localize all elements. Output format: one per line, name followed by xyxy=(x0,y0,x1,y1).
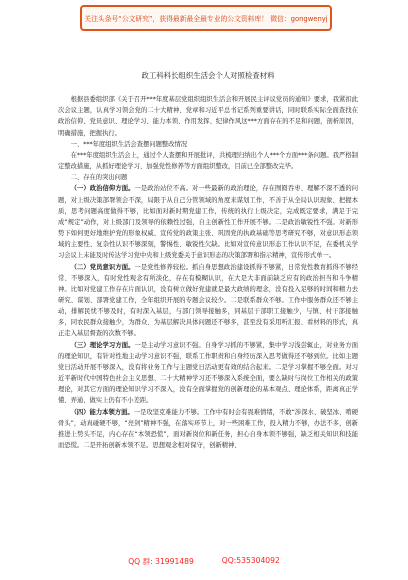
intro-paragraph: 根据县委组织部《关于召开***年度基层党组织组织生活会和开展民主评议党员的通知》要求，我紧扣此次会议主题，认真学习领会党的二十大精神、党章和习近平总书记系列重要讲话，同时联系实际全面查找在政治信仰、党员意识、理论学习、能力本领、作用发挥、纪律作风这***方面存在的不足和问题，剖析原因，明确措施，把握执行。 xyxy=(58,96,358,137)
item-label: （一）政治信仰方面。 xyxy=(70,185,135,193)
promo-banner-text: 关注头条号“公文研究”，获得最新最全最专业的公文资料库！ 微信：gongwenyj xyxy=(84,15,328,23)
item-theory-study xyxy=(58,340,358,407)
document-title: 政工科科长组织生活会个人对照检查材料 xyxy=(141,71,275,80)
item-capability xyxy=(58,407,358,452)
section-1-paragraph: 在***年度组织生活会上，通过个人查摆和开展批评，共梳理归纳出个人***个方面***条问题。我严格制定整改措施，从抓好理论学习、加强党性修养等方面组织整改，目前已全部整改完毕。 xyxy=(58,151,358,171)
item-label: （三）理论学习方面。 xyxy=(70,341,135,349)
qq-group-text: QQ 群: 31991489 xyxy=(128,557,194,566)
item-text: 一是政治站位不高。对一些最新的政治理论，存在囫囵吞枣、理解不深不透的问题，对上级决策部署领会不深，局限于从自己分管领域的角度来谋划工作，不善于从全局认识现象、把握本质，思考问题高度做得不够，比如面对新时期党建工作，传统的执行上级决定，完成既定要求，满足于完成“规定”动作，对上级部门及领导的依赖性过强，自主创新性工作开展不够。二是政治敏锐性不强。对新形势下如何更好地维护党的形象权威、宣传党的政策主张、巩固党的执政基础等思考研究不够，对意识形态领域的主要性、复杂性认识不够深刻，警惕性、敏锐性欠缺。比如对宣传意识形态工作认识不足，在委机关学习会议上未能及时传达学习党中央和上级党委关于意识形态的决策部署和指示精神，宣传形式单一。 xyxy=(58,185,359,260)
item-label: （二）党员意识方面。 xyxy=(70,263,135,271)
item-party-awareness xyxy=(58,262,358,340)
section-heading-1: 一、***年度组织生活会查摆问题整改情况 xyxy=(70,140,188,148)
contact-footer xyxy=(0,556,408,567)
qq-text: QQ:535304092 xyxy=(221,556,280,565)
item-text: 一是主动学习意识不强。自身学习抓的不够紧，集中学习浅尝辄止，对业务方面的理论知识，有针对性地主动学习意识不强，联系工作职责和自身经历深入思考做得还不够到位。比如主题党日活动开展不够深入，没有将业务工作与主题党日活动更有效的结合起来。二是学习掌握不够全面。对习近平新时代中国特色社会主义思想、二十大精神学习还不够深入系统全面，要么缺时与岗位工作相关的政策理论，对其它方面的理论知识学习不深入，没有全面掌握党的创新理论的基本观点、理论体系，距离真正学懂、弄通、做实上仍有不小差距。 xyxy=(58,341,359,405)
item-label: （四）能力本领方面。 xyxy=(70,408,134,416)
item-text: 一是攻坚克难能力不够。工作中有时会有畏难情绪，不敢“涉深水、破坚冰、啃硬骨头”，动真碰硬不够，“亮剑”精神不强，在落实环节上，对一些困难工作，投入精力不够，办法不多，创新推进上势头不足，内心存在“本领恐慌”，面对新岗位和新任务，担心自身本领不够强，缺乏相关知识和技能而恐慌。二是开拓创新本领不足。思想观念相对保守，创新精神、 xyxy=(58,408,359,449)
document-body xyxy=(58,70,358,451)
item-political-belief xyxy=(58,183,358,261)
section-heading-2: 二、存在的突出问题 xyxy=(70,174,128,182)
promo-banner xyxy=(80,5,332,31)
item-text: 一是党性修养较松。抓自身思想政治建设抓得不够紧，日常党性教育抓得不够经常、不够深入，有时党性观念有所淡化，存在有模糊认识，在大是大非面前缺乏应有的政治担当和斗争精神。比如对党建工作存在片面认识，没有树立做好党建就是最大政绩的理念，没有投入足够的时间和精力去研究、谋划、部署党建工作，全年组织开展的专题会议较少。二是联系群众不够。工作中服务群众还不够主动，排解民忧不够及时，有时深入基层，与部门领导接触多，同基层干部职工接触少，与镇、村干部接触多，同农民群众接触少，为群众、为基层解决具体问题还不够多，甚至没有采用听汇报、看材料的形式，真正走入基层督查的次数不够。 xyxy=(58,263,359,338)
